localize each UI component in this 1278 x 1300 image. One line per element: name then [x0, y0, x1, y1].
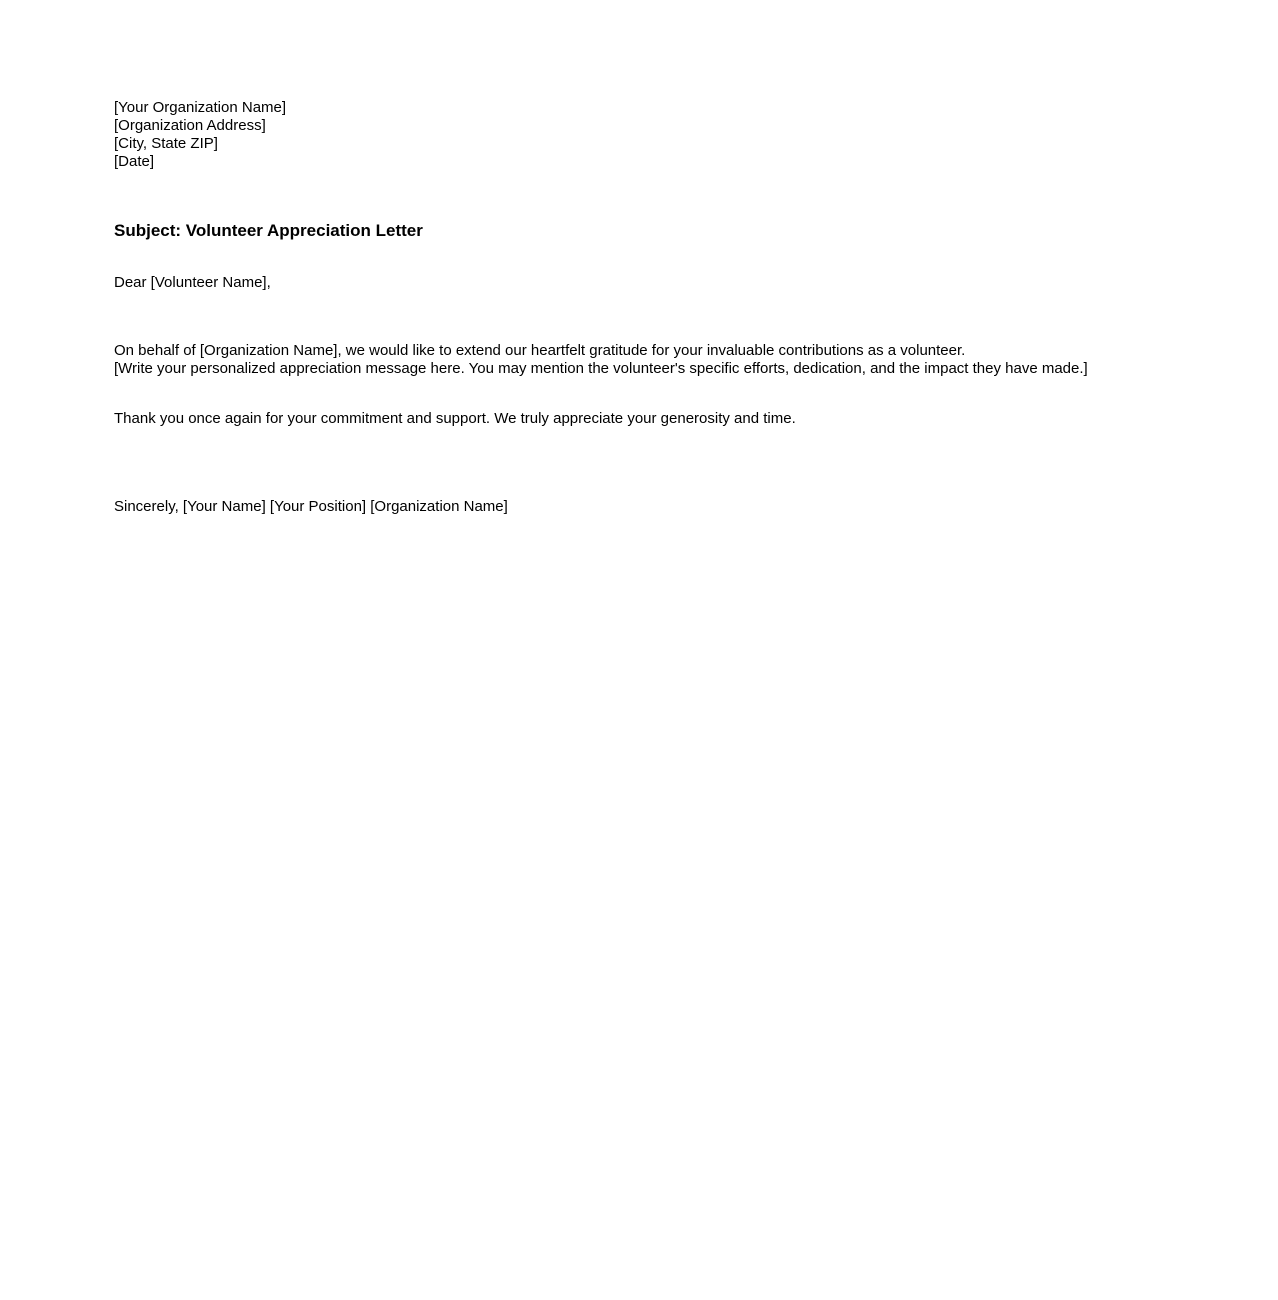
body-paragraph — [114, 342, 1174, 378]
body-paragraph-line-1: On behalf of [Organization Name], we would like to extend our heartfelt gratitude for your invaluable contributions as a volunteer. — [114, 342, 966, 359]
body-paragraph-line-2: [Write your personalized appreciation message here. You may mention the volunteer's specific efforts, dedication, and the impact they have made.] — [114, 360, 1088, 377]
signature-line: Sincerely, [Your Name] [Your Position] [Organization Name] — [114, 498, 508, 515]
subject-line: Subject: Volunteer Appreciation Letter — [114, 221, 423, 240]
organization-name: [Your Organization Name] — [114, 99, 287, 116]
letter-header — [114, 99, 1174, 171]
letter-body — [114, 0, 1174, 516]
closing-paragraph: Thank you once again for your commitment and support. We truly appreciate your generosity and time. — [114, 410, 796, 427]
salutation: Dear [Volunteer Name], — [114, 274, 271, 291]
organization-address: [Organization Address] — [114, 117, 266, 134]
city-state-zip: [City, State ZIP] — [114, 135, 218, 152]
date: [Date] — [114, 153, 155, 170]
